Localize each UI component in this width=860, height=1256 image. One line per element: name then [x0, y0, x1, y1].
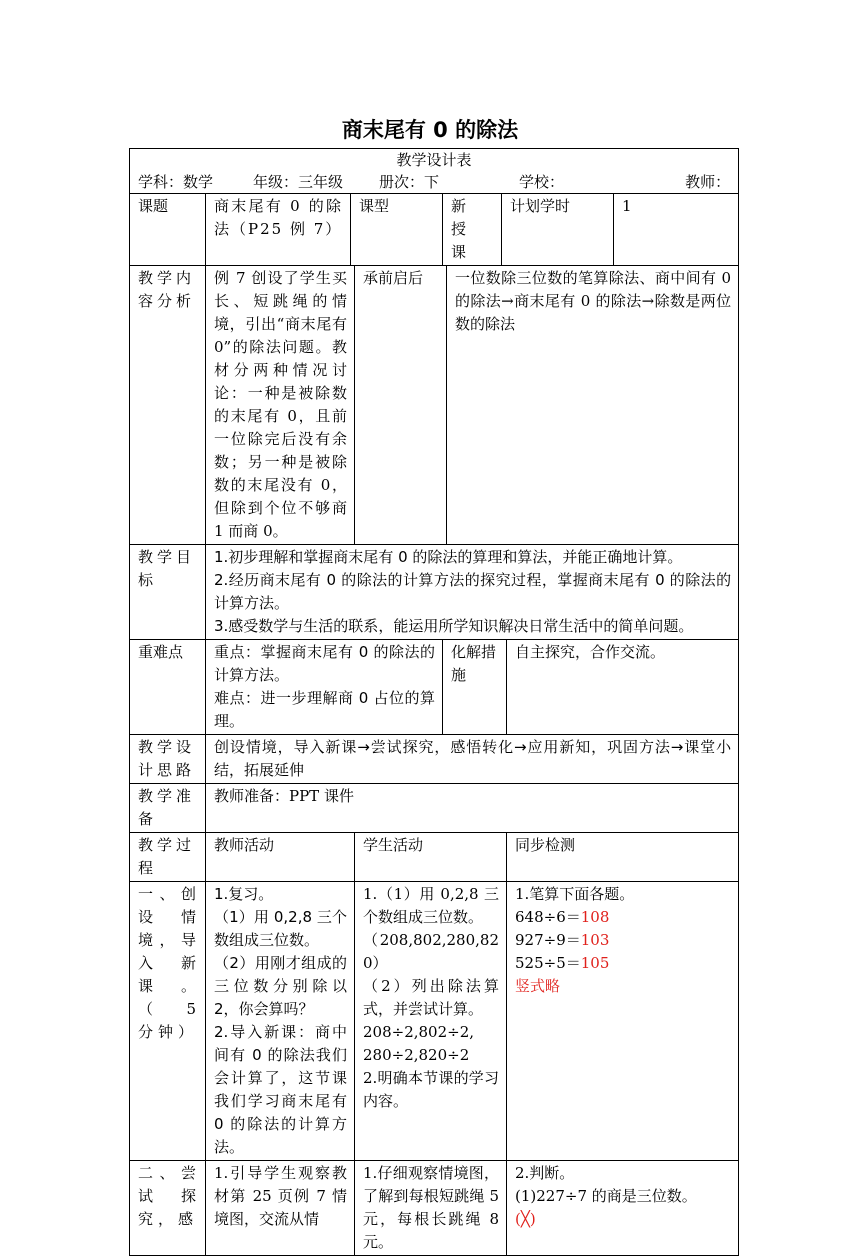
student-step: 280÷2,820÷2: [363, 1046, 470, 1064]
key-content: [206, 640, 443, 735]
stage-label: 二、尝试探究，感: [130, 1161, 206, 1256]
student-step: （208,802,280,820）: [363, 931, 499, 972]
hours-value: 1: [614, 194, 739, 266]
design-label: 教学设计思路: [130, 735, 206, 784]
key-point: 重点：掌握商末尾有 0 的除法的计算方法。: [214, 643, 435, 684]
student-step: 1.（1）用 0,2,8 三个数组成三位数。: [363, 885, 499, 926]
key-label: 重难点: [130, 640, 206, 735]
student-activity-header: 学生活动: [355, 833, 507, 882]
student-activity: [355, 882, 507, 1161]
check-answer: 108: [580, 908, 610, 926]
check-exercises: [507, 882, 739, 1161]
topic-label: 课题: [130, 194, 206, 266]
prep-row: [130, 784, 739, 833]
teacher-activity: [206, 882, 355, 1161]
link-value: 一位数除三位数的笔算除法、商中间有 0 的除法→商末尾有 0 的除法→除数是两位数的除法: [447, 266, 739, 545]
school-field: 学校：: [519, 173, 565, 191]
key-row: [130, 640, 739, 735]
check-title: 1.笔算下面各题。: [515, 885, 635, 903]
topic-value: 商末尾有 0 的除法（P25 例 7）: [206, 194, 351, 266]
analysis-row: [130, 266, 739, 545]
prep-label: 教学准备: [130, 784, 206, 833]
teacher-activity: 1.引导学生观察教材第 25 页例 7 情境图，交流从情: [206, 1161, 355, 1256]
info-line: [130, 171, 738, 193]
check-header: 同步检测: [507, 833, 739, 882]
student-activity: 1.仔细观察情境图，了解到每根短跳绳 5 元，每根长跳绳 8 元。: [355, 1161, 507, 1256]
student-step: 2.明确本节课的学习内容。: [363, 1069, 499, 1110]
goals-label: 教学目标: [130, 545, 206, 640]
link-label: 承前启后: [355, 266, 447, 545]
stage-row: [130, 882, 739, 1161]
difficulty-point: 难点：进一步理解商 0 占位的算理。: [214, 689, 435, 730]
stage-row: [130, 1161, 739, 1256]
goal-item: 2.经历商末尾有 0 的除法的计算方法的探究过程，掌握商末尾有 0 的除法的计算方法。: [214, 571, 732, 612]
table-header-row: [130, 149, 739, 194]
check-item: (1)227÷7 的商是三位数。: [515, 1187, 697, 1205]
process-header-row: [130, 833, 739, 882]
type-value: 新授课: [443, 194, 502, 266]
design-value: 创设情境，导入新课→尝试探究，感悟转化→应用新知，巩固方法→课堂小结，拓展延伸: [206, 735, 739, 784]
process-label: 教学过程: [130, 833, 206, 882]
teacher-step: 2.导入新课：商中间有 0 的除法我们会计算了，这节课我们学习商末尾有 0 的除法的计算方法。: [214, 1023, 347, 1156]
grade-field: 年级：三年级: [253, 173, 344, 191]
goals-row: [130, 545, 739, 640]
volume-field: 册次：下: [379, 173, 440, 191]
goal-item: 1.初步理解和掌握商末尾有 0 的除法的算理和算法，并能正确地计算。: [214, 548, 683, 566]
check-title: 2.判断。: [515, 1164, 575, 1182]
check-exercises: [507, 1161, 739, 1256]
analysis-content: 例 7 创设了学生买长、短跳绳的情境，引出“商末尾有 0”的除法问题。教材分两种情况讨论：一种是被除数的末尾有 0，且前一位除完后没有余数；另一种是被除数的末尾没有 0，但除到个位不够商 1 而商 0。: [206, 266, 355, 545]
teacher-step: 1.复习。: [214, 885, 274, 903]
teacher-step: （1）用 0,2,8 三个数组成三位数。: [214, 908, 347, 949]
topic-row: [130, 194, 739, 266]
table-title: 教学设计表: [396, 151, 472, 169]
type-label: 课型: [351, 194, 443, 266]
check-note: 竖式略: [515, 977, 561, 995]
hours-label: 计划学时: [502, 194, 614, 266]
check-item: 648÷6＝108: [515, 908, 610, 926]
stage-label: 一、创设情境，导入新课。（5 分钟）: [130, 882, 206, 1161]
lesson-plan: [129, 148, 738, 1256]
check-item: 525÷5＝105: [515, 954, 610, 972]
goal-item: 3.感受数学与生活的联系，能运用所学知识解决日常生活中的简单问题。: [214, 617, 694, 635]
teacher-activity-header: 教师活动: [206, 833, 355, 882]
student-step: （2）列出除法算式，并尝试计算。: [363, 977, 499, 1018]
prep-value: 教师准备：PPT 课件: [206, 784, 739, 833]
design-table: [129, 148, 739, 1256]
teacher-step: （2）用刚才组成的三位数分别除以 2，你会算吗？: [214, 954, 347, 1018]
measure-value: 自主探究，合作交流。: [507, 640, 739, 735]
design-row: [130, 735, 739, 784]
check-item: 927÷9＝103: [515, 931, 610, 949]
check-answer: 105: [580, 954, 610, 972]
check-answer: (╳): [515, 1210, 536, 1228]
check-answer: 103: [580, 931, 610, 949]
subject-field: 学科：数学: [138, 173, 214, 191]
student-step: 208÷2,802÷2,: [363, 1023, 475, 1041]
teacher-field: 教师：: [685, 173, 731, 191]
measure-label: 化解措施: [443, 640, 507, 735]
document-title: 商末尾有 0 的除法: [341, 118, 519, 142]
goals-list: [206, 545, 739, 640]
analysis-label: 教学内容分析: [130, 266, 206, 545]
